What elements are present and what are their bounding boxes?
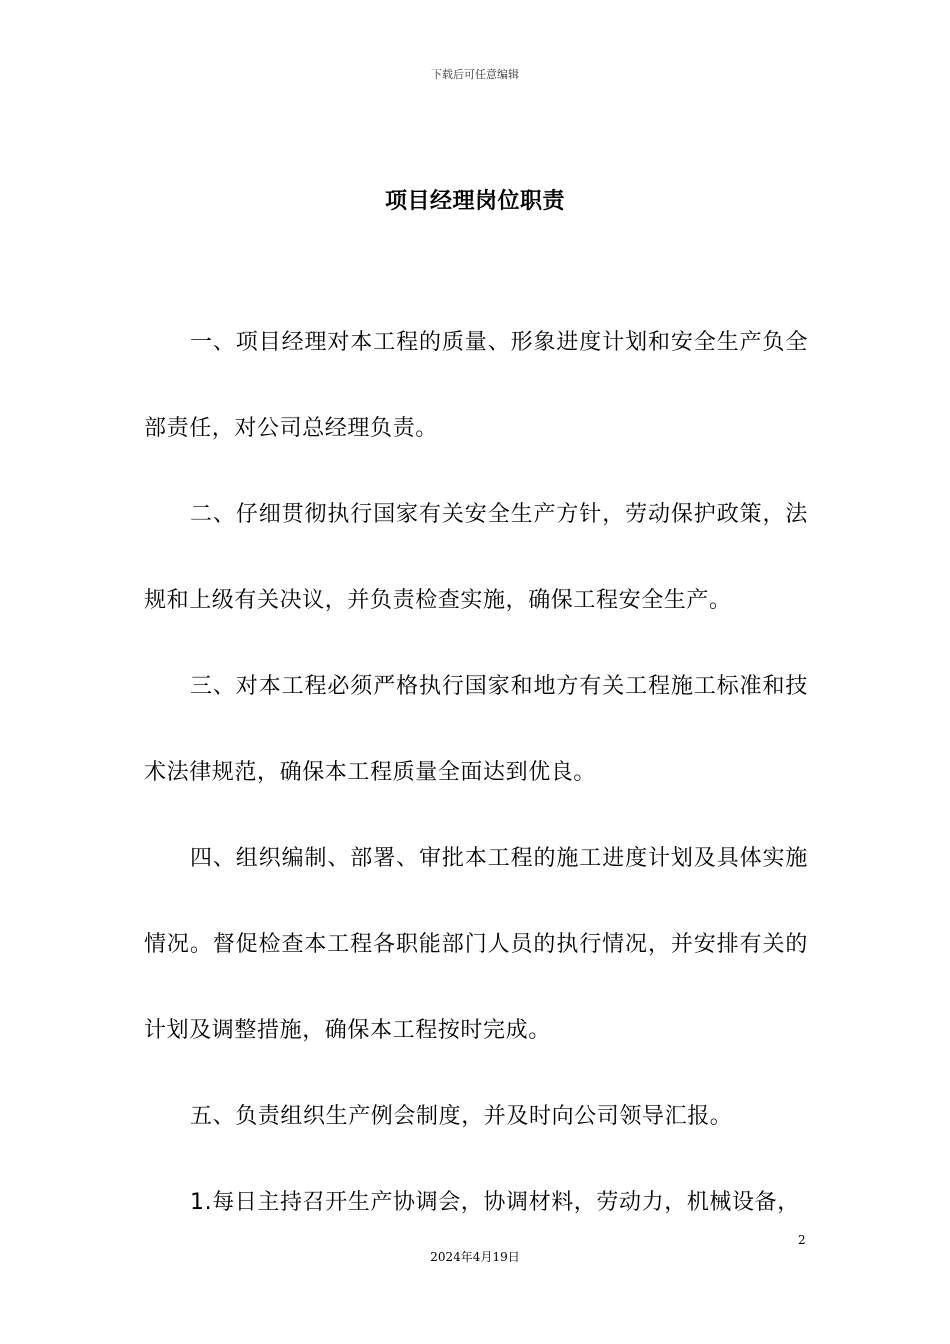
paragraph-4: 四、组织编制、部署、审批本工程的施工进度计划及具体实施情况。督促检查本工程各职能部门人员的执行情况，并安排有关的计划及调整措施，确保本工程按时完成。 — [144, 846, 808, 1043]
document-title: 项目经理岗位职责 — [384, 189, 565, 214]
paragraph-3: 三、对本工程必须严格执行国家和地方有关工程施工标准和技术法律规范，确保本工程质量全面达到优良。 — [144, 674, 808, 785]
page-number: 2 — [798, 1233, 806, 1247]
footer-date: 2024年4月19日 — [430, 1250, 520, 1264]
document-body — [144, 300, 808, 1246]
paragraph-6: 1.每日主持召开生产协调会，协调材料，劳动力，机械设备， — [190, 1190, 800, 1215]
paragraph-5: 五、负责组织生产例会制度，并及时向公司领导汇报。 — [190, 1104, 733, 1129]
paragraph-2: 二、仔细贯彻执行国家有关安全生产方针，劳动保护政策，法规和上级有关决议，并负责检查实施，确保工程安全生产。 — [144, 502, 808, 613]
header-note: 下载后可任意编辑 — [431, 68, 519, 81]
paragraph-1: 一、项目经理对本工程的质量、形象进度计划和安全生产负全部责任，对公司总经理负责。 — [144, 330, 808, 441]
